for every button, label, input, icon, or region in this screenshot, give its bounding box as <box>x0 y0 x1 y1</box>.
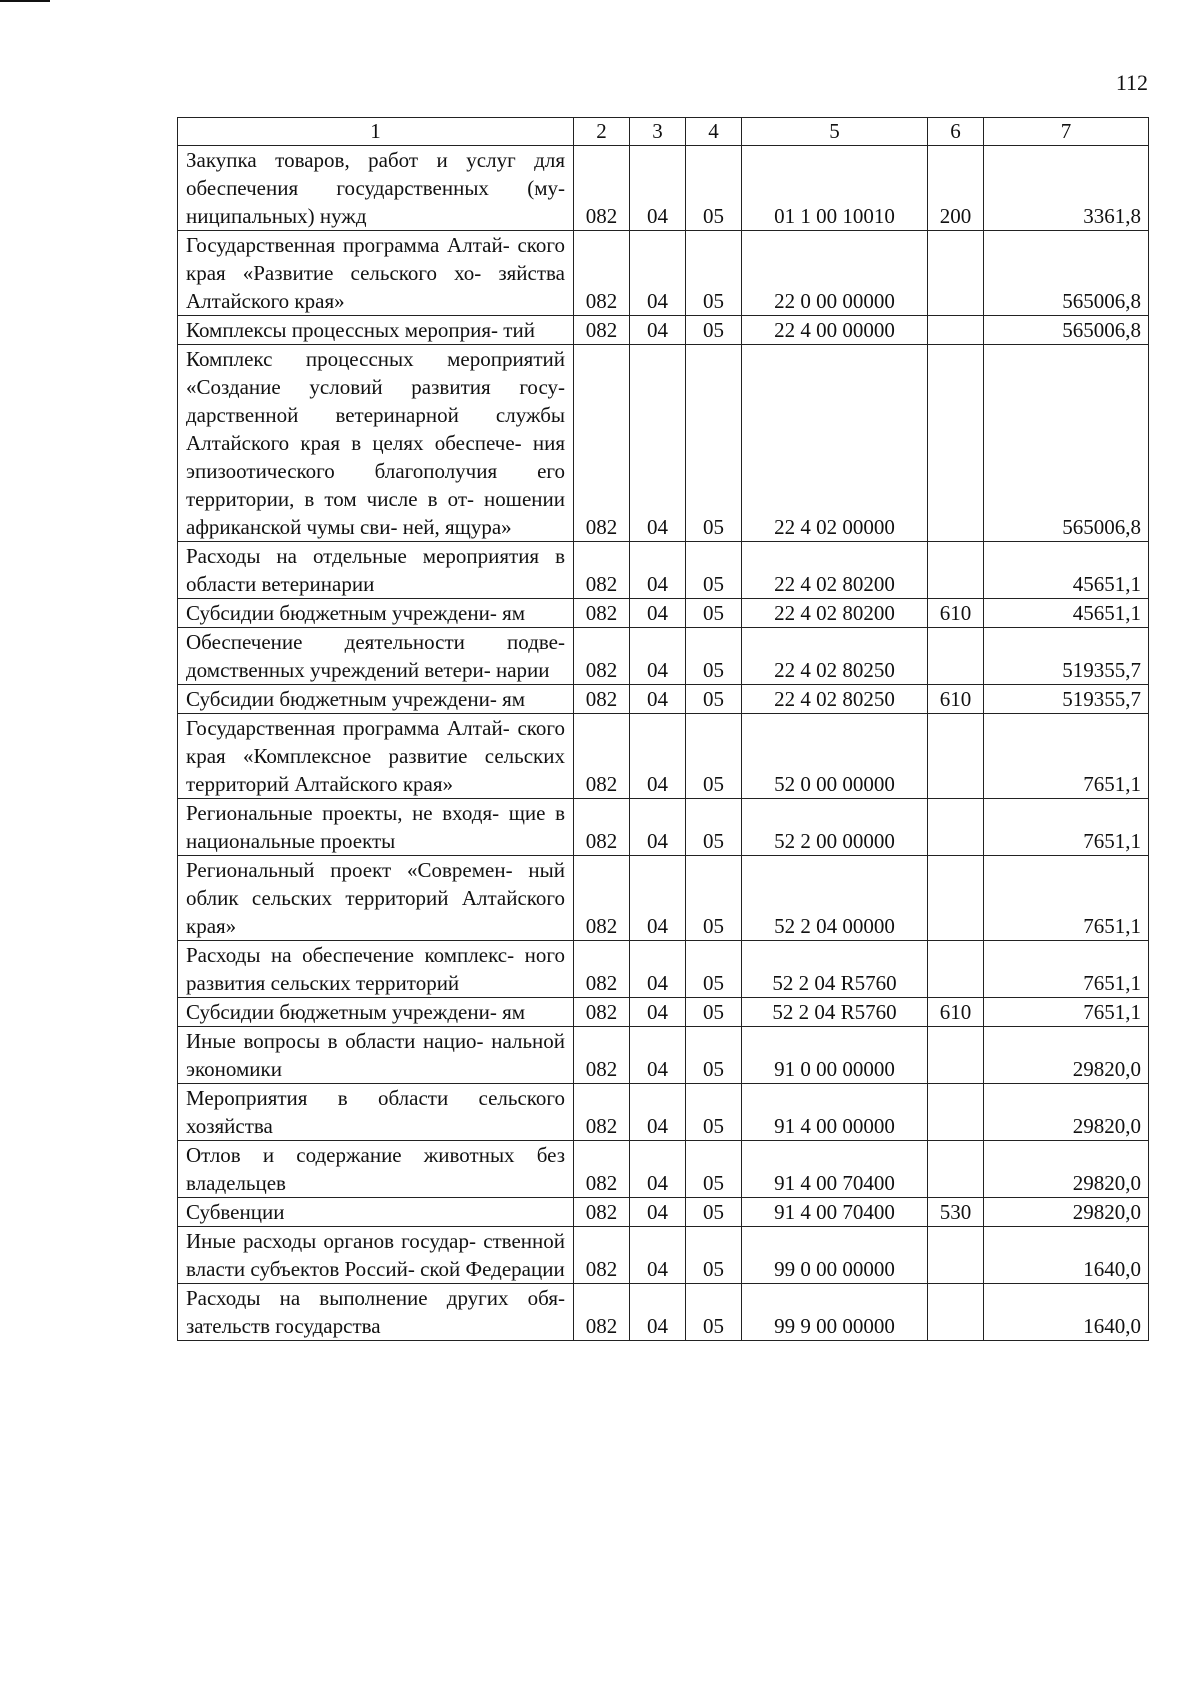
description-cell <box>178 316 574 345</box>
expense-type-cell: 610 <box>928 998 984 1027</box>
description-cell <box>178 146 574 231</box>
description-text: Субсидии бюджетным учреждени- <box>186 687 497 711</box>
description-text: ния эпизоотического благополучия <box>186 431 566 483</box>
ministry-code-cell: 082 <box>574 1027 630 1084</box>
target-article-cell: 52 2 04 R5760 <box>742 941 928 998</box>
description-text: Расходы на выполнение других обя- <box>186 1286 565 1310</box>
description-text: тий <box>503 318 535 342</box>
description-text: Иные вопросы в области нацио- <box>186 1029 484 1053</box>
description-cell <box>178 231 574 316</box>
description-cell <box>178 1027 574 1084</box>
subsection-cell: 05 <box>686 345 742 542</box>
expense-type-cell: 610 <box>928 599 984 628</box>
expense-type-cell <box>928 1141 984 1198</box>
table-row <box>178 542 1149 599</box>
subsection-cell: 05 <box>686 799 742 856</box>
amount-cell: 29820,0 <box>984 1084 1149 1141</box>
subsection-cell: 05 <box>686 146 742 231</box>
description-text: ям <box>502 1000 526 1024</box>
table-row <box>178 1284 1149 1341</box>
section-cell: 04 <box>630 998 686 1027</box>
description-text: Отлов и содержание животных без <box>186 1143 565 1167</box>
target-article-cell: 22 4 02 00000 <box>742 345 928 542</box>
header-cell: 2 <box>574 118 630 146</box>
header-cell: 1 <box>178 118 574 146</box>
table-header-row <box>178 118 1149 146</box>
description-cell <box>178 685 574 714</box>
amount-cell: 519355,7 <box>984 685 1149 714</box>
table-row <box>178 998 1149 1027</box>
description-text: домственных учреждений ветери- <box>186 658 491 682</box>
table-row <box>178 316 1149 345</box>
description-text: «Создание условий развития госу- <box>186 375 565 399</box>
amount-cell: 7651,1 <box>984 799 1149 856</box>
section-cell: 04 <box>630 1198 686 1227</box>
ministry-code-cell: 082 <box>574 231 630 316</box>
description-text: нальной экономики <box>186 1029 565 1081</box>
target-article-cell: 22 4 02 80250 <box>742 628 928 685</box>
section-cell: 04 <box>630 856 686 941</box>
description-text: Комплексы процессных мероприя- <box>186 318 499 342</box>
page-number: 112 <box>1115 70 1148 95</box>
section-cell: 04 <box>630 1084 686 1141</box>
table-row <box>178 146 1149 231</box>
description-cell <box>178 998 574 1027</box>
description-cell <box>178 856 574 941</box>
table-row <box>178 1227 1149 1284</box>
description-text: дарственной ветеринарной службы <box>186 403 565 427</box>
description-text: ям <box>502 601 526 625</box>
description-cell <box>178 1141 574 1198</box>
expense-type-cell <box>928 714 984 799</box>
description-text: Алтайского края в целях обеспече- <box>186 431 522 455</box>
header-cell: 7 <box>984 118 1149 146</box>
amount-cell: 7651,1 <box>984 856 1149 941</box>
description-text: ям <box>502 687 526 711</box>
expense-type-cell <box>928 1227 984 1284</box>
ministry-code-cell: 082 <box>574 316 630 345</box>
description-cell <box>178 345 574 542</box>
description-text: его территории, в том числе в от- <box>186 459 565 511</box>
description-text: Обеспечение деятельности подве- <box>186 630 565 654</box>
ministry-code-cell: 082 <box>574 941 630 998</box>
subsection-cell: 05 <box>686 1141 742 1198</box>
table-row <box>178 799 1149 856</box>
description-cell <box>178 1198 574 1227</box>
section-cell: 04 <box>630 714 686 799</box>
table-row <box>178 941 1149 998</box>
subsection-cell: 05 <box>686 628 742 685</box>
table-row <box>178 714 1149 799</box>
ministry-code-cell: 082 <box>574 685 630 714</box>
header-cell: 6 <box>928 118 984 146</box>
amount-cell: 45651,1 <box>984 542 1149 599</box>
amount-cell: 7651,1 <box>984 714 1149 799</box>
section-cell: 04 <box>630 231 686 316</box>
section-cell: 04 <box>630 1284 686 1341</box>
section-cell: 04 <box>630 599 686 628</box>
target-article-cell: 01 1 00 10010 <box>742 146 928 231</box>
description-text: обеспечения государственных (му- <box>186 176 565 200</box>
expense-type-cell <box>928 856 984 941</box>
description-text: владельцев <box>186 1171 286 1195</box>
description-text: щие в национальные проекты <box>186 801 565 853</box>
description-text: Субвенции <box>186 1200 285 1224</box>
description-text: Региональные проекты, не входя- <box>186 801 500 825</box>
table-row <box>178 231 1149 316</box>
budget-table <box>177 117 1149 1341</box>
description-cell <box>178 628 574 685</box>
ministry-code-cell: 082 <box>574 1284 630 1341</box>
amount-cell: 519355,7 <box>984 628 1149 685</box>
target-article-cell: 52 2 04 R5760 <box>742 998 928 1027</box>
corner-mark <box>0 0 50 2</box>
amount-cell: 565006,8 <box>984 345 1149 542</box>
subsection-cell: 05 <box>686 1084 742 1141</box>
header-cell: 3 <box>630 118 686 146</box>
subsection-cell: 05 <box>686 542 742 599</box>
amount-cell: 29820,0 <box>984 1027 1149 1084</box>
description-cell <box>178 714 574 799</box>
section-cell: 04 <box>630 685 686 714</box>
target-article-cell: 91 0 00 00000 <box>742 1027 928 1084</box>
description-text: края» <box>402 772 453 796</box>
subsection-cell: 05 <box>686 599 742 628</box>
description-text: хозяйства <box>186 1114 273 1138</box>
expense-type-cell: 610 <box>928 685 984 714</box>
description-text: ниципальных) нужд <box>186 204 367 228</box>
amount-cell: 7651,1 <box>984 998 1149 1027</box>
description-text: ственной власти субъектов Россий- <box>186 1229 566 1281</box>
table-row <box>178 599 1149 628</box>
subsection-cell: 05 <box>686 1227 742 1284</box>
subsection-cell: 05 <box>686 1198 742 1227</box>
expense-type-cell <box>928 316 984 345</box>
table-row <box>178 1027 1149 1084</box>
description-text: ского края «Развитие сельского хо- <box>186 233 566 285</box>
ministry-code-cell: 082 <box>574 799 630 856</box>
subsection-cell: 05 <box>686 998 742 1027</box>
ministry-code-cell: 082 <box>574 998 630 1027</box>
description-text: Комплекс процессных мероприятий <box>186 347 565 371</box>
description-text: в области ветеринарии <box>186 544 566 596</box>
expense-type-cell <box>928 799 984 856</box>
table-row <box>178 345 1149 542</box>
description-text: ный облик сельских территорий <box>186 858 565 910</box>
table-row <box>178 1141 1149 1198</box>
subsection-cell: 05 <box>686 685 742 714</box>
description-text: зяйства Алтайского края» <box>186 261 565 313</box>
description-text: ношении африканской чумы сви- <box>186 487 565 539</box>
section-cell: 04 <box>630 146 686 231</box>
description-cell <box>178 941 574 998</box>
section-cell: 04 <box>630 1027 686 1084</box>
amount-cell: 565006,8 <box>984 316 1149 345</box>
target-article-cell: 22 4 02 80200 <box>742 599 928 628</box>
description-text: Субсидии бюджетным учреждени- <box>186 601 497 625</box>
expense-type-cell <box>928 231 984 316</box>
subsection-cell: 05 <box>686 231 742 316</box>
description-cell <box>178 542 574 599</box>
target-article-cell: 22 4 02 80250 <box>742 685 928 714</box>
description-cell <box>178 1227 574 1284</box>
subsection-cell: 05 <box>686 1027 742 1084</box>
amount-cell: 29820,0 <box>984 1198 1149 1227</box>
ministry-code-cell: 082 <box>574 1084 630 1141</box>
section-cell: 04 <box>630 799 686 856</box>
description-text: Региональный проект «Современ- <box>186 858 513 882</box>
ministry-code-cell: 082 <box>574 714 630 799</box>
section-cell: 04 <box>630 542 686 599</box>
amount-cell: 29820,0 <box>984 1141 1149 1198</box>
table-row <box>178 628 1149 685</box>
description-text: ней, ящура» <box>402 515 512 539</box>
ministry-code-cell: 082 <box>574 542 630 599</box>
amount-cell: 7651,1 <box>984 941 1149 998</box>
expense-type-cell <box>928 1284 984 1341</box>
table-row <box>178 685 1149 714</box>
target-article-cell: 52 0 00 00000 <box>742 714 928 799</box>
description-text: сельских территорий Алтайского <box>186 744 565 796</box>
section-cell: 04 <box>630 345 686 542</box>
subsection-cell: 05 <box>686 856 742 941</box>
subsection-cell: 05 <box>686 941 742 998</box>
description-text: Иные расходы органов государ- <box>186 1229 477 1253</box>
expense-type-cell: 530 <box>928 1198 984 1227</box>
target-article-cell: 22 0 00 00000 <box>742 231 928 316</box>
target-article-cell: 52 2 00 00000 <box>742 799 928 856</box>
table-body <box>178 118 1149 1341</box>
expense-type-cell <box>928 1027 984 1084</box>
amount-cell: 565006,8 <box>984 231 1149 316</box>
description-cell <box>178 1084 574 1141</box>
subsection-cell: 05 <box>686 1284 742 1341</box>
section-cell: 04 <box>630 628 686 685</box>
amount-cell: 45651,1 <box>984 599 1149 628</box>
table-row <box>178 1198 1149 1227</box>
expense-type-cell <box>928 542 984 599</box>
subsection-cell: 05 <box>686 714 742 799</box>
description-cell <box>178 1284 574 1341</box>
section-cell: 04 <box>630 316 686 345</box>
description-text: ской Федерации <box>420 1257 565 1281</box>
table-row <box>178 1084 1149 1141</box>
description-cell <box>178 799 574 856</box>
section-cell: 04 <box>630 1227 686 1284</box>
description-text: Мероприятия в области сельского <box>186 1086 565 1110</box>
ministry-code-cell: 082 <box>574 1141 630 1198</box>
target-article-cell: 91 4 00 00000 <box>742 1084 928 1141</box>
target-article-cell: 91 4 00 70400 <box>742 1141 928 1198</box>
ministry-code-cell: 082 <box>574 856 630 941</box>
description-text: ного развития сельских территорий <box>186 943 565 995</box>
expense-type-cell <box>928 1084 984 1141</box>
amount-cell: 1640,0 <box>984 1227 1149 1284</box>
target-article-cell: 91 4 00 70400 <box>742 1198 928 1227</box>
description-cell <box>178 599 574 628</box>
subsection-cell: 05 <box>686 316 742 345</box>
ministry-code-cell: 082 <box>574 1198 630 1227</box>
description-text: Расходы на обеспечение комплекс- <box>186 943 515 967</box>
target-article-cell: 22 4 02 80200 <box>742 542 928 599</box>
description-text: Расходы на отдельные мероприятия <box>186 544 540 568</box>
section-cell: 04 <box>630 1141 686 1198</box>
description-text: нарии <box>495 658 550 682</box>
description-text: ского края «Комплексное развитие <box>186 716 566 768</box>
description-text: Государственная программа Алтай- <box>186 716 510 740</box>
expense-type-cell <box>928 941 984 998</box>
header-cell: 4 <box>686 118 742 146</box>
expense-type-cell: 200 <box>928 146 984 231</box>
amount-cell: 3361,8 <box>984 146 1149 231</box>
description-text: Государственная программа Алтай- <box>186 233 510 257</box>
ministry-code-cell: 082 <box>574 599 630 628</box>
description-text: Алтайского края» <box>186 886 565 938</box>
ministry-code-cell: 082 <box>574 146 630 231</box>
ministry-code-cell: 082 <box>574 628 630 685</box>
expense-type-cell <box>928 628 984 685</box>
header-cell: 5 <box>742 118 928 146</box>
table-row <box>178 856 1149 941</box>
description-text: зательств государства <box>186 1314 381 1338</box>
target-article-cell: 99 9 00 00000 <box>742 1284 928 1341</box>
target-article-cell: 52 2 04 00000 <box>742 856 928 941</box>
description-text: Закупка товаров, работ и услуг для <box>186 148 565 172</box>
section-cell: 04 <box>630 941 686 998</box>
ministry-code-cell: 082 <box>574 345 630 542</box>
description-text: Субсидии бюджетным учреждени- <box>186 1000 497 1024</box>
ministry-code-cell: 082 <box>574 1227 630 1284</box>
expense-type-cell <box>928 345 984 542</box>
amount-cell: 1640,0 <box>984 1284 1149 1341</box>
target-article-cell: 22 4 00 00000 <box>742 316 928 345</box>
target-article-cell: 99 0 00 00000 <box>742 1227 928 1284</box>
